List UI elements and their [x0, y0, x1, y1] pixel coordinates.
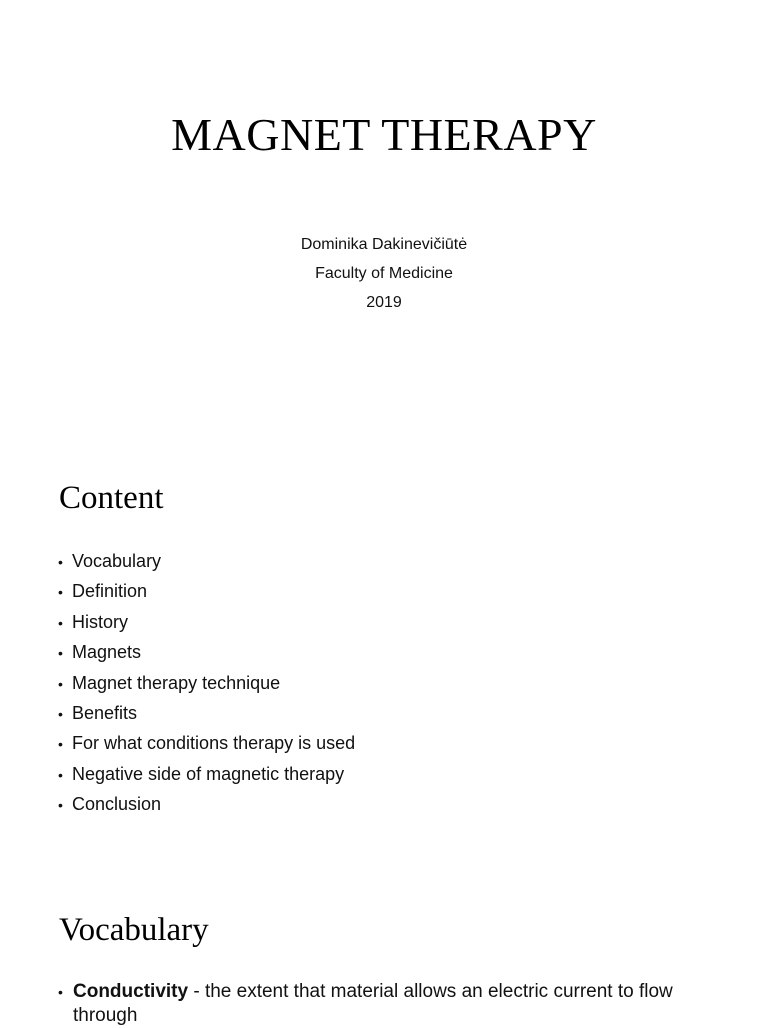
list-item: [58, 759, 355, 789]
bullet-icon: •: [58, 797, 63, 814]
content-slide: [0, 470, 768, 870]
bullet-icon: •: [58, 984, 63, 1000]
bullet-icon: •: [58, 705, 63, 722]
bullet-icon: •: [58, 645, 63, 662]
list-item: [58, 980, 718, 1028]
author-name: Dominika Dakinevičiūtė: [300, 236, 468, 253]
vocabulary-term: Conductivity: [73, 981, 189, 1002]
list-item-label: History: [72, 611, 129, 632]
list-item: [58, 728, 355, 758]
list-item-label: Vocabulary: [72, 551, 162, 571]
list-item-label: For what conditions therapy is used: [72, 733, 356, 754]
list-item-label: Magnets: [72, 642, 142, 663]
vocabulary-list: [58, 980, 718, 1028]
vocabulary-slide: [0, 900, 768, 1024]
title-slide: [0, 0, 768, 420]
list-item: [58, 698, 355, 728]
bullet-icon: •: [58, 584, 63, 601]
list-item-label: Magnet therapy technique: [72, 672, 281, 693]
vocabulary-heading: Vocabulary: [59, 912, 209, 948]
bullet-icon: •: [58, 554, 63, 570]
bullet-icon: •: [58, 614, 63, 631]
list-item-label: Conclusion: [72, 794, 162, 815]
list-item: [58, 546, 355, 576]
presentation-year: 2019: [366, 294, 402, 311]
content-list: [58, 546, 355, 820]
bullet-icon: •: [58, 675, 63, 692]
list-item: [58, 668, 355, 698]
list-item-label: Definition: [72, 581, 148, 602]
subtitle-block: [0, 230, 768, 317]
list-item: [58, 789, 355, 819]
list-item-label: Benefits: [72, 702, 138, 723]
faculty-name: Faculty of Medicine: [315, 265, 453, 282]
list-item-label: Negative side of magnetic therapy: [72, 763, 345, 784]
list-item: [58, 637, 355, 667]
content-heading: Content: [59, 480, 164, 516]
list-item: [58, 576, 355, 606]
bullet-icon: •: [58, 736, 63, 753]
bullet-icon: •: [58, 766, 63, 783]
presentation-title: MAGNET THERAPY: [171, 109, 597, 160]
list-item: [58, 607, 355, 637]
vocabulary-definition: - the extent that material allows an electric current to flow through: [73, 981, 673, 1026]
